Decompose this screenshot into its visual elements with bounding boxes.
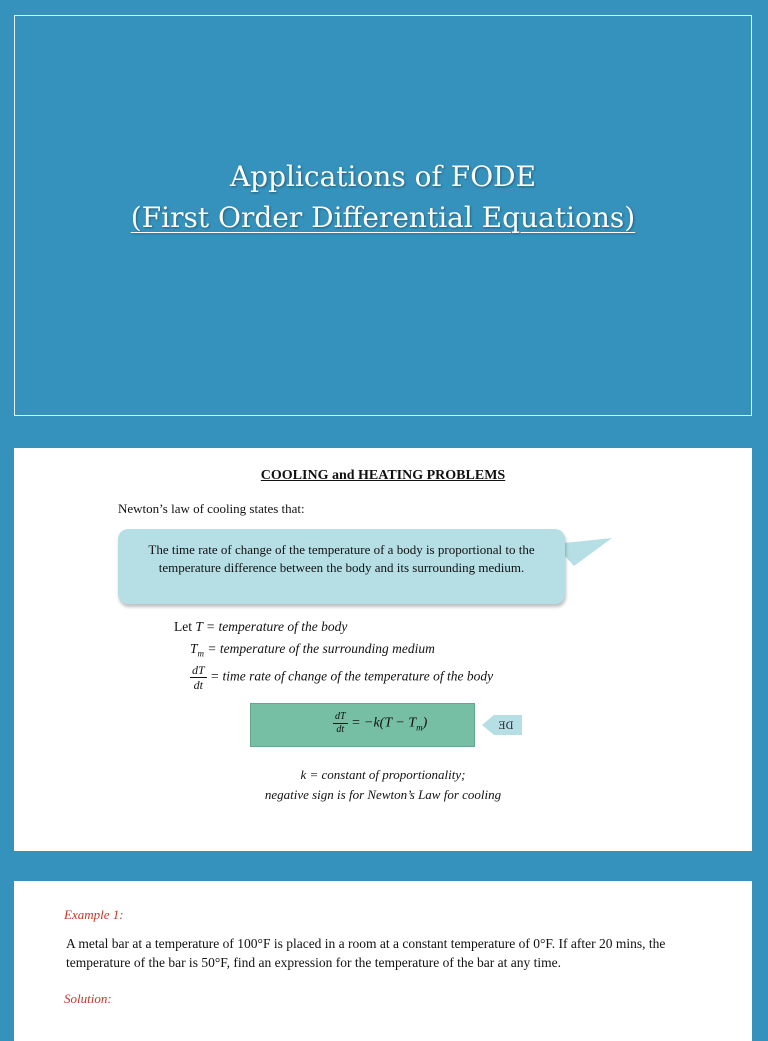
def-T: T = temperature of the body: [195, 619, 348, 634]
dTdt-fraction: [190, 663, 207, 692]
page-cooling-heating: [14, 448, 752, 851]
negative-sign-note: negative sign is for Newton’s Law for cooling: [264, 787, 502, 802]
dTdt-numerator: dT: [192, 663, 205, 677]
page-example-1: [14, 881, 752, 1041]
definition-callout: [118, 529, 565, 604]
slide-title: [15, 156, 751, 238]
callout-text: The time rate of change of the temperature of a body is proportional to the temperature difference between the body and its surrounding medium.: [148, 542, 535, 575]
def-row-T: [174, 619, 347, 635]
proportionality-note: k = constant of proportionality;: [300, 767, 466, 782]
equation-fraction: [333, 711, 348, 736]
let-prefix: Let: [174, 619, 196, 634]
solution-label: Solution:: [64, 991, 112, 1006]
equation-subscript: m: [416, 722, 423, 733]
def-Tm: = temperature of the surrounding medium: [204, 641, 435, 656]
def-row-dTdt: [190, 663, 493, 692]
newton-cooling-equation-box: [250, 703, 475, 747]
example-label: Example 1:: [64, 907, 124, 922]
Tm-subscript: m: [197, 648, 205, 659]
equation-numerator: dT: [335, 711, 346, 722]
de-tag-arrow: [482, 715, 522, 735]
def-dTdt: = time rate of change of the temperature of the body: [210, 668, 494, 684]
section-heading: COOLING and HEATING PROBLEMS: [260, 468, 506, 483]
dTdt-denominator: dt: [193, 678, 204, 692]
intro-text: Newton’s law of cooling states that:: [118, 501, 305, 516]
title-line-2: (First Order Differential Equations): [130, 201, 636, 234]
def-row-Tm: [190, 641, 435, 659]
title-slide: [14, 15, 752, 416]
title-line-1: Applications of FODE: [229, 160, 537, 193]
equation-rhs: = −k(T − T: [351, 715, 417, 731]
example-text: A metal bar at a temperature of 100°F is placed in a room at a constant temperature of 0°F. If after 20 mins, the temperature of the bar is 50°F, find an expression for the temperature of the bar at any time.: [66, 936, 666, 970]
Tm-symbol: T: [190, 641, 198, 656]
de-tag-label: DE: [498, 721, 514, 732]
newton-cooling-equation: [333, 711, 427, 736]
equation-close-paren: ): [422, 715, 428, 731]
equation-denominator: dt: [336, 724, 345, 735]
